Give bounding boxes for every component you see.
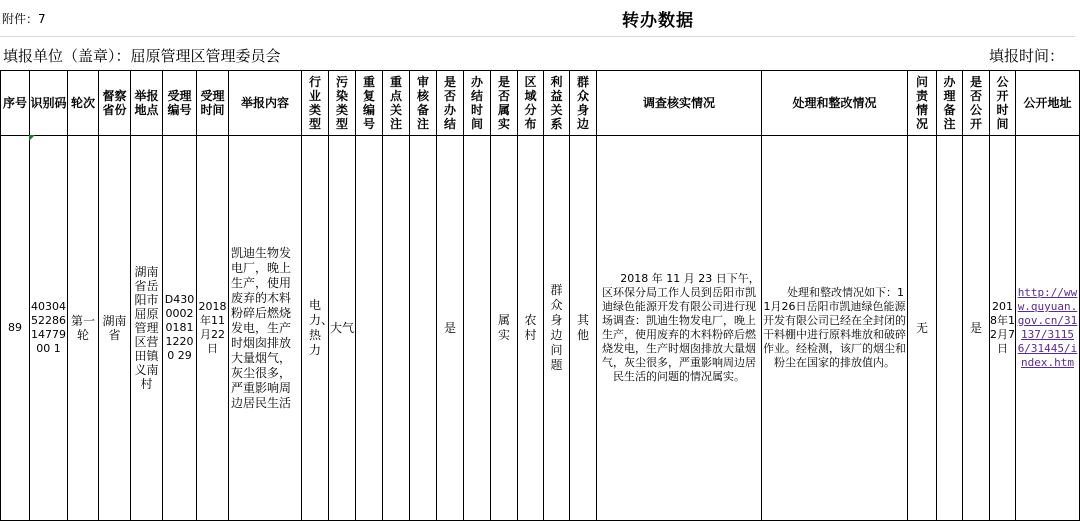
cell-region: 农村 bbox=[518, 136, 544, 521]
cell-interest: 群众身边问题 bbox=[544, 136, 570, 521]
col-header: 重点关注 bbox=[383, 71, 410, 136]
cell-public-url bbox=[1016, 136, 1080, 521]
col-header: 调查核实情况 bbox=[597, 71, 762, 136]
fill-info-row bbox=[0, 36, 1075, 71]
col-header: 行业类型 bbox=[302, 71, 329, 136]
col-header: 是否属实 bbox=[491, 71, 518, 136]
cell-nearby: 其他 bbox=[570, 136, 597, 521]
cell-pollution: 大气 bbox=[329, 136, 356, 521]
comment-marker bbox=[29, 135, 35, 141]
col-header: 利益关系 bbox=[544, 71, 570, 136]
col-header: 审核备注 bbox=[410, 71, 437, 136]
cell-industry: 电力、热力 bbox=[302, 136, 329, 521]
col-header: 督察省份 bbox=[99, 71, 131, 136]
cell-verified: 属实 bbox=[491, 136, 518, 521]
col-header: 是否公开 bbox=[963, 71, 990, 136]
col-header: 举报地点 bbox=[131, 71, 163, 136]
cell-accept-no: D4300002018112200 29 bbox=[163, 136, 197, 521]
col-header: 公开时间 bbox=[990, 71, 1016, 136]
cell-id-code: 40304522861477900 1 bbox=[30, 136, 68, 521]
table-row bbox=[1, 136, 1080, 521]
col-header: 办结时间 bbox=[464, 71, 491, 136]
cell-public: 是 bbox=[963, 136, 990, 521]
col-header: 群众身边 bbox=[570, 71, 597, 136]
cell-focus bbox=[383, 136, 410, 521]
cell-handling: 处理和整改情况如下：11月26日岳阳市凯迪绿色能源开发有限公司已经在全封闭的干料棚中进行原料堆放和破碎作业。经检测，该厂的烟尘和粉尘在国家的排放值内。 bbox=[762, 136, 908, 521]
cell-location: 湖南省岳阳市屈原管理区营田镇义南村 bbox=[131, 136, 163, 521]
cell-public-time: 2018年12月7日 bbox=[990, 136, 1016, 521]
cell-content: 凯迪生物发电厂，晚上生产，使用废弃的木料粉碎后燃烧发电，生产时烟囱排放大量烟气，灰尘很多，严重影响周边居民生活 bbox=[229, 136, 302, 521]
col-header: 举报内容 bbox=[229, 71, 302, 136]
page-title: 转办数据 bbox=[622, 11, 694, 31]
attachment-label: 附件：7 bbox=[2, 12, 46, 26]
top-row bbox=[0, 0, 1075, 36]
col-header: 处理和整改情况 bbox=[762, 71, 908, 136]
cell-investigation: 2018 年 11 月 23 日下午，区环保分局工作人员到岳阳市凯迪绿色能源开发有限公司进行现场调查：凯迪生物发电厂，晚上生产，使用废弃的木料粉碎后燃烧发电，生产时烟囱排放大量烟气，灰尘很多，严重影响周边居民生活的问题的情况属实。 bbox=[597, 136, 762, 521]
fill-unit-label: 填报单位（盖章）：屈原管理区管理委员会 bbox=[3, 47, 281, 65]
col-header: 序号 bbox=[1, 71, 30, 136]
col-header: 轮次 bbox=[68, 71, 99, 136]
cell-closed: 是 bbox=[437, 136, 464, 521]
col-header: 是否办结 bbox=[437, 71, 464, 136]
cell-repeat-no bbox=[356, 136, 383, 521]
col-header: 受理编号 bbox=[163, 71, 197, 136]
cell-round: 第一轮 bbox=[68, 136, 99, 521]
header-row bbox=[1, 71, 1080, 136]
cell-seq: 89 bbox=[1, 136, 30, 521]
cell-accept-time: 2018年11月22日 bbox=[197, 136, 229, 521]
col-header: 重复编号 bbox=[356, 71, 383, 136]
col-header: 区域分布 bbox=[518, 71, 544, 136]
col-header: 识别码 bbox=[30, 71, 68, 136]
cell-close-time bbox=[464, 136, 491, 521]
col-header: 污染类型 bbox=[329, 71, 356, 136]
public-url-link[interactable]: http://www.quyuan.gov.cn/31137/31156/31445/index.htm bbox=[1017, 286, 1078, 369]
col-header: 受理时间 bbox=[197, 71, 229, 136]
cell-accountability: 无 bbox=[908, 136, 937, 521]
fill-time-label: 填报时间： bbox=[989, 47, 1065, 65]
data-table bbox=[0, 70, 1080, 521]
cell-province: 湖南省 bbox=[99, 136, 131, 521]
col-header: 办理备注 bbox=[937, 71, 963, 136]
col-header: 公开地址 bbox=[1016, 71, 1080, 136]
cell-handle-note bbox=[937, 136, 963, 521]
col-header: 问责情况 bbox=[908, 71, 937, 136]
cell-audit-note bbox=[410, 136, 437, 521]
